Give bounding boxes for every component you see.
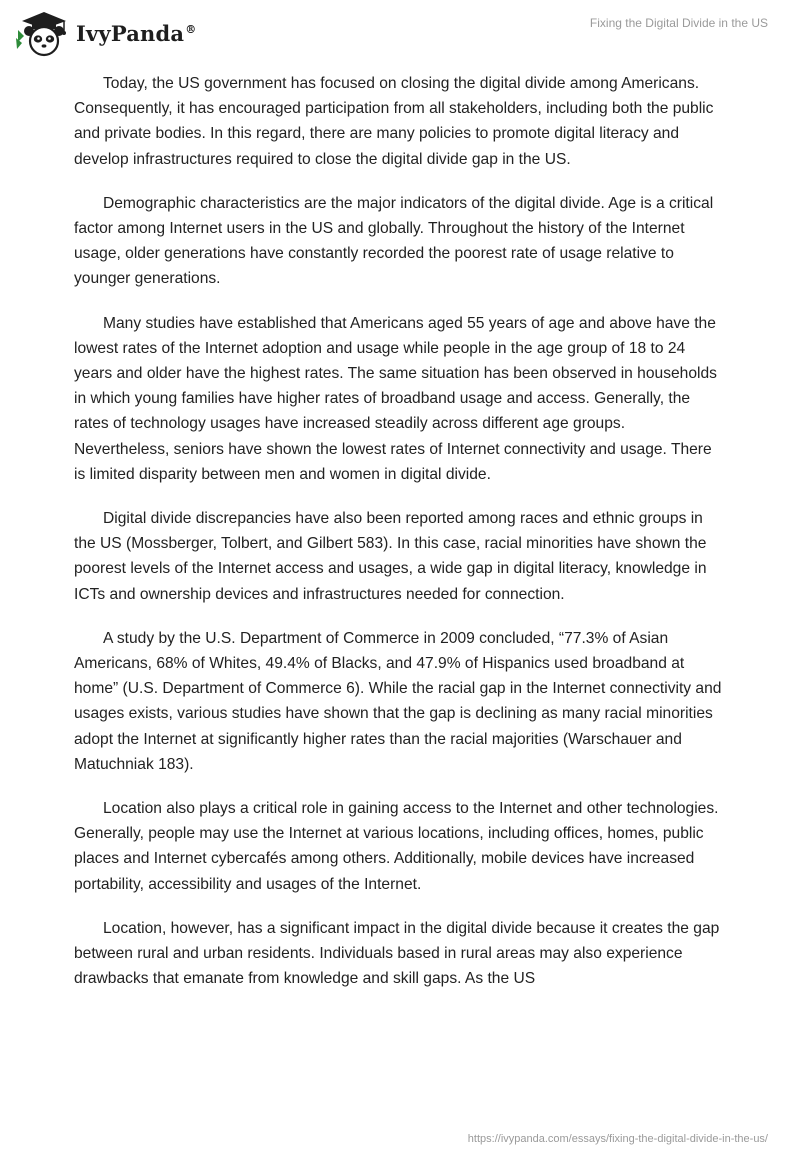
source-url[interactable]: https://ivypanda.com/essays/fixing-the-digital-divide-in-the-us/ bbox=[467, 1133, 768, 1145]
essay-paragraph: Location also plays a critical role in gaining access to the Internet and other technologies. Generally, people may use the Internet at various locations, including offices, homes, public places and Internet cybercafés among others. Additionally, mobile devices have increased portability, accessibility and usages of the Internet. bbox=[74, 800, 719, 893]
essay-paragraph: Today, the US government has focused on closing the digital divide among Americans. Consequently, it has encouraged participation from all stakeholders, including both the public and private bodies. In this regard, there are many policies to promote digital literacy and develop infrastructures required to close the digital divide gap in the US. bbox=[74, 75, 714, 168]
essay-paragraph: A study by the U.S. Department of Commerce in 2009 concluded, “77.3% of Asian Americans, 68% of Whites, 49.4% of Blacks, and 47.9% of Hispanics used broadband at home” (U.S. Department of Commerce 6). While the racial gap in the Internet connectivity and usages exists, various studies have shown that the gap is declining as many racial minorities adopt the Internet at significantly higher rates than the racial majorities (Warschauer and Matuchniak 183). bbox=[74, 629, 722, 773]
panda-graduation-cap-icon bbox=[14, 8, 70, 58]
essay-paragraph: Digital divide discrepancies have also been reported among races and ethnic groups in the US (Mossberger, Tolbert, and Gilbert 583). In this case, racial minorities have shown the poorest levels of the Internet access and usages, a wide gap in digital literacy, knowledge in ICTs and ownership devices and infrastructures needed for connection. bbox=[74, 510, 707, 603]
brand-name: IvyPanda® bbox=[76, 20, 197, 46]
essay-paragraph: Location, however, has a significant impact in the digital divide because it creates the gap between rural and urban residents. Individuals based in rural areas may also experience drawbacks that emanate from knowledge and skill gaps. As the US bbox=[74, 919, 720, 988]
brand-logo[interactable] bbox=[14, 8, 196, 58]
document-title: Fixing the Digital Divide in the US bbox=[589, 16, 768, 30]
essay-paragraph: Demographic characteristics are the major indicators of the digital divide. Age is a critical factor among Internet users in the US and globally. Throughout the history of the Internet usage, older generations have constantly recorded the poorest rate of usage relative to younger generations. bbox=[74, 194, 714, 288]
essay-paragraph: Many studies have established that Americans aged 55 years of age and above have the lowest rates of the Internet adoption and usage while people in the age group of 18 to 24 years and older have the highest rates. The same situation has been observed in households in which young families have higher rates of broadband usage and access. Generally, the rates of technology usages have increased steadily across different age groups. Nevertheless, seniors have shown the lowest rates of Internet connectivity and usage. There is limited disparity between men and women in digital divide. bbox=[74, 314, 717, 483]
page-header bbox=[0, 0, 800, 64]
essay-body bbox=[74, 71, 724, 1011]
